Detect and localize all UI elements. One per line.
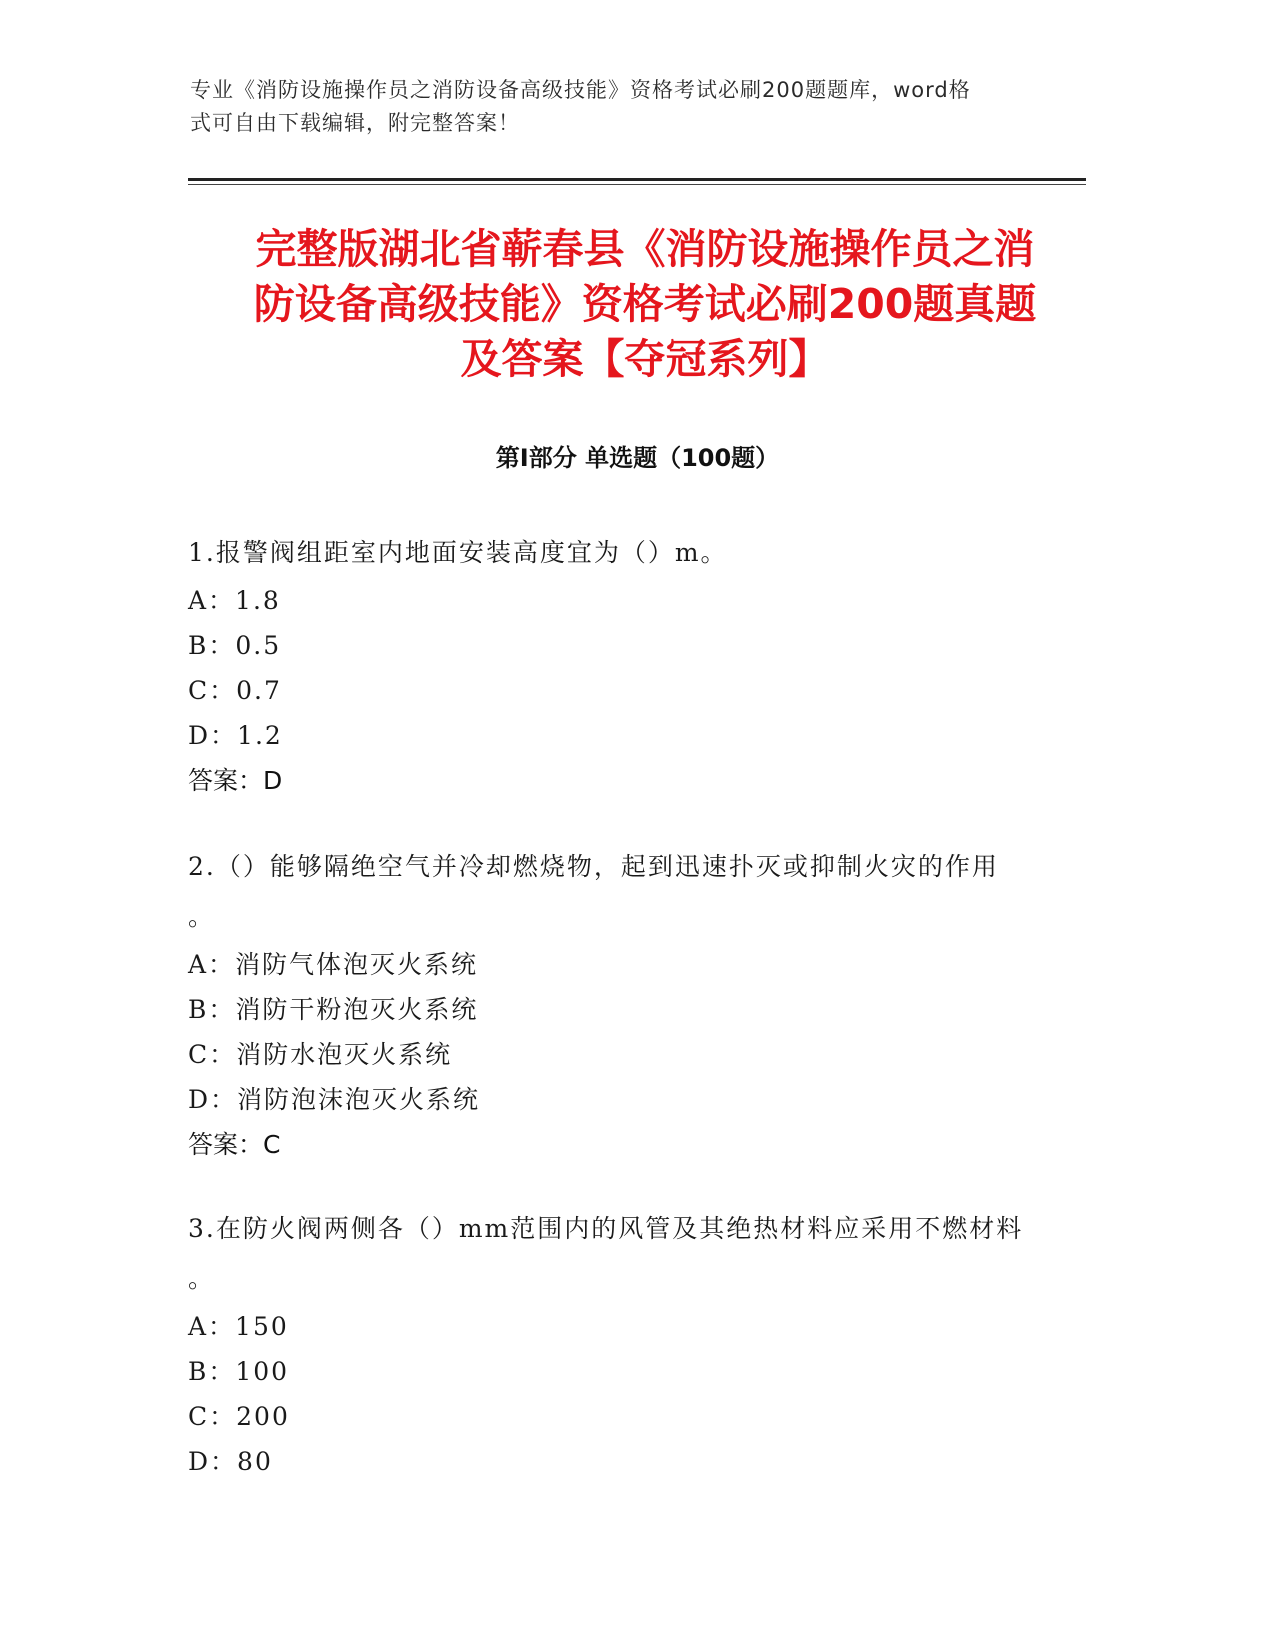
- document-title: [180, 222, 1110, 387]
- header-note: [190, 74, 1070, 140]
- question-stem: 1.报警阀组距室内地面安装高度宜为（）m。: [188, 538, 728, 567]
- question-stem: 2.（）能够隔绝空气并冷却燃烧物，起到迅速扑灭或抑制火灾的作用: [188, 852, 999, 881]
- question-1: [188, 528, 1068, 803]
- question-stem-continued: 。: [188, 1264, 216, 1293]
- question-3: [188, 1204, 1068, 1484]
- header-note-line-1: 专业《消防设施操作员之消防设备高级技能》资格考试必刷200题题库，word格: [190, 78, 971, 102]
- option-a: A：1.8: [188, 586, 281, 615]
- question-stem: 3.在防火阀两侧各（）mm范围内的风管及其绝热材料应采用不燃材料: [188, 1214, 1024, 1243]
- answer: 答案：D: [188, 766, 283, 795]
- document-title-line-2: 防设备高级技能》资格考试必刷200题真题: [253, 280, 1037, 328]
- option-c: C：0.7: [188, 676, 282, 705]
- document-title-line-3: 及答案【夺冠系列】: [460, 335, 830, 383]
- option-c: C：消防水泡灭火系统: [188, 1040, 453, 1069]
- option-b: B：消防干粉泡灭火系统: [188, 995, 479, 1024]
- question-stem-continued: 。: [188, 902, 216, 931]
- option-b: B：0.5: [188, 631, 282, 660]
- question-2: [188, 842, 1068, 1167]
- option-b: B：100: [188, 1357, 290, 1386]
- option-c: C：200: [188, 1402, 290, 1431]
- document-title-line-1: 完整版湖北省蕲春县《消防设施操作员之消: [255, 225, 1035, 273]
- option-d: D：消防泡沫泡灭火系统: [188, 1085, 481, 1114]
- header-note-line-2: 式可自由下载编辑，附完整答案！: [190, 111, 520, 135]
- answer: 答案：C: [188, 1130, 281, 1159]
- section-title: 第Ⅰ部分 单选题（100题）: [495, 444, 780, 472]
- header-rule-thick: [188, 178, 1086, 181]
- option-d: D：1.2: [188, 721, 283, 750]
- option-a: A：150: [188, 1312, 289, 1341]
- option-d: D：80: [188, 1447, 273, 1476]
- header-rule-thin: [188, 184, 1086, 185]
- option-a: A：消防气体泡灭火系统: [188, 950, 479, 979]
